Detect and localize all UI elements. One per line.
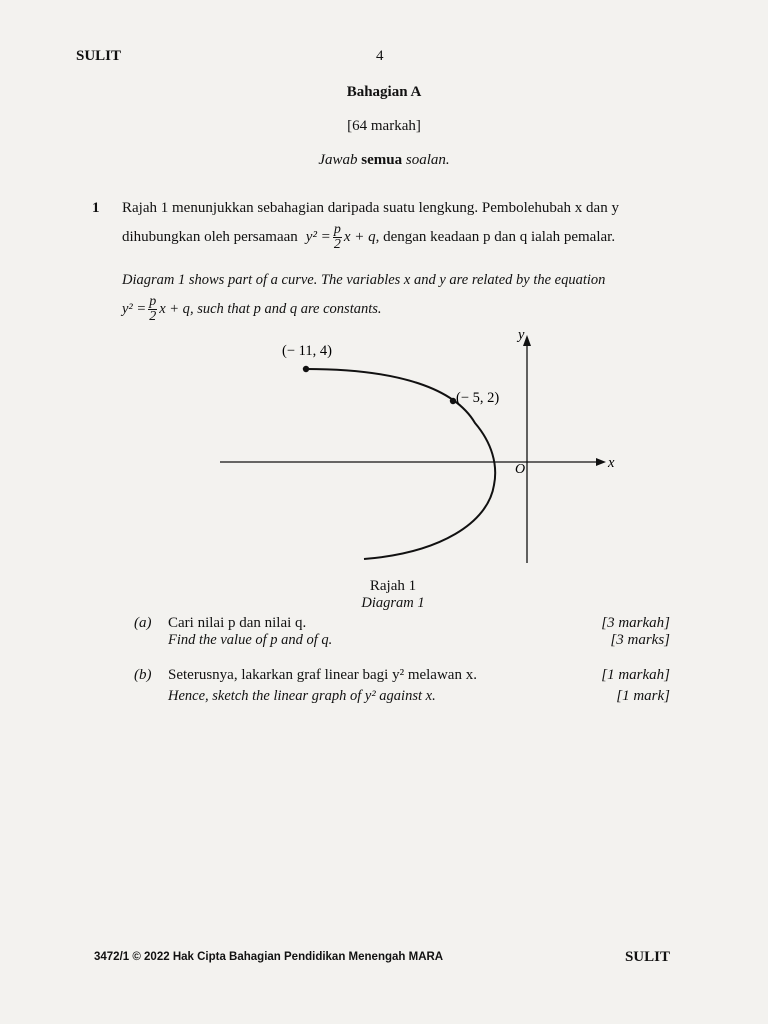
x-axis-label: x (608, 455, 615, 471)
footer-copyright: 3472/1 © 2022 Hak Cipta Bahagian Pendidikan Menengah MARA (94, 951, 444, 963)
part-a-marks-english: [3 marks] (610, 632, 670, 648)
caption-malay: Rajah 1 (369, 578, 417, 594)
page-number: 4 (376, 48, 384, 64)
part-a-label: (a) (134, 615, 152, 631)
part-a-english: Find the value of p and of q. (168, 632, 333, 648)
section-instruction: Jawab semua soalan. (318, 152, 450, 168)
part-a-malay: Cari nilai p dan nilai q. (168, 615, 307, 631)
curve-diagram (200, 325, 630, 575)
question-english-line1: Diagram 1 shows part of a curve. The variables x and y are related by the equation (122, 272, 606, 288)
point-a-label: (− 11, 4) (282, 343, 332, 359)
y-axis-label: y (518, 327, 525, 343)
section-marks: [64 markah] (347, 118, 421, 134)
section-title: Bahagian A (346, 84, 422, 100)
header-sulit-label: SULIT (76, 48, 122, 64)
origin-label: O (515, 462, 526, 477)
part-b-marks-english: [1 mark] (616, 688, 670, 704)
question-malay-line2: dihubungkan oleh persamaan y² = $\frac{p}{2}$ x + q , dengan keadaan p dan q ialah pemalar. (122, 221, 616, 252)
part-b-label: (b) (134, 667, 152, 683)
question-english-line2: y² = $\frac{p}{2}$ x + q , such that p and q are constants. (122, 293, 382, 324)
part-a-marks-malay: [3 markah] (601, 615, 670, 631)
equation-rhs: x + q (343, 228, 376, 245)
point-a-marker (303, 366, 309, 372)
part-b-marks-malay: [1 markah] (601, 667, 670, 683)
part-b-english: Hence, sketch the linear graph of y² against x. (168, 688, 436, 704)
question-malay-line1: Rajah 1 menunjukkan sebahagian daripada suatu lengkung. Pembolehubah x dan y (122, 200, 619, 216)
part-b-malay: Seterusnya, lakarkan graf linear bagi y² melawan x. (168, 667, 477, 683)
caption-english: Diagram 1 (361, 595, 425, 611)
footer-sulit-label: SULIT (624, 949, 670, 965)
equation-lhs: y² = (305, 228, 331, 245)
x-axis-arrow (596, 458, 606, 466)
question-number: 1 (92, 200, 100, 216)
point-b-label: (− 5, 2) (456, 390, 500, 406)
equation-fraction: $\frac{p}{2}$ (333, 221, 341, 252)
